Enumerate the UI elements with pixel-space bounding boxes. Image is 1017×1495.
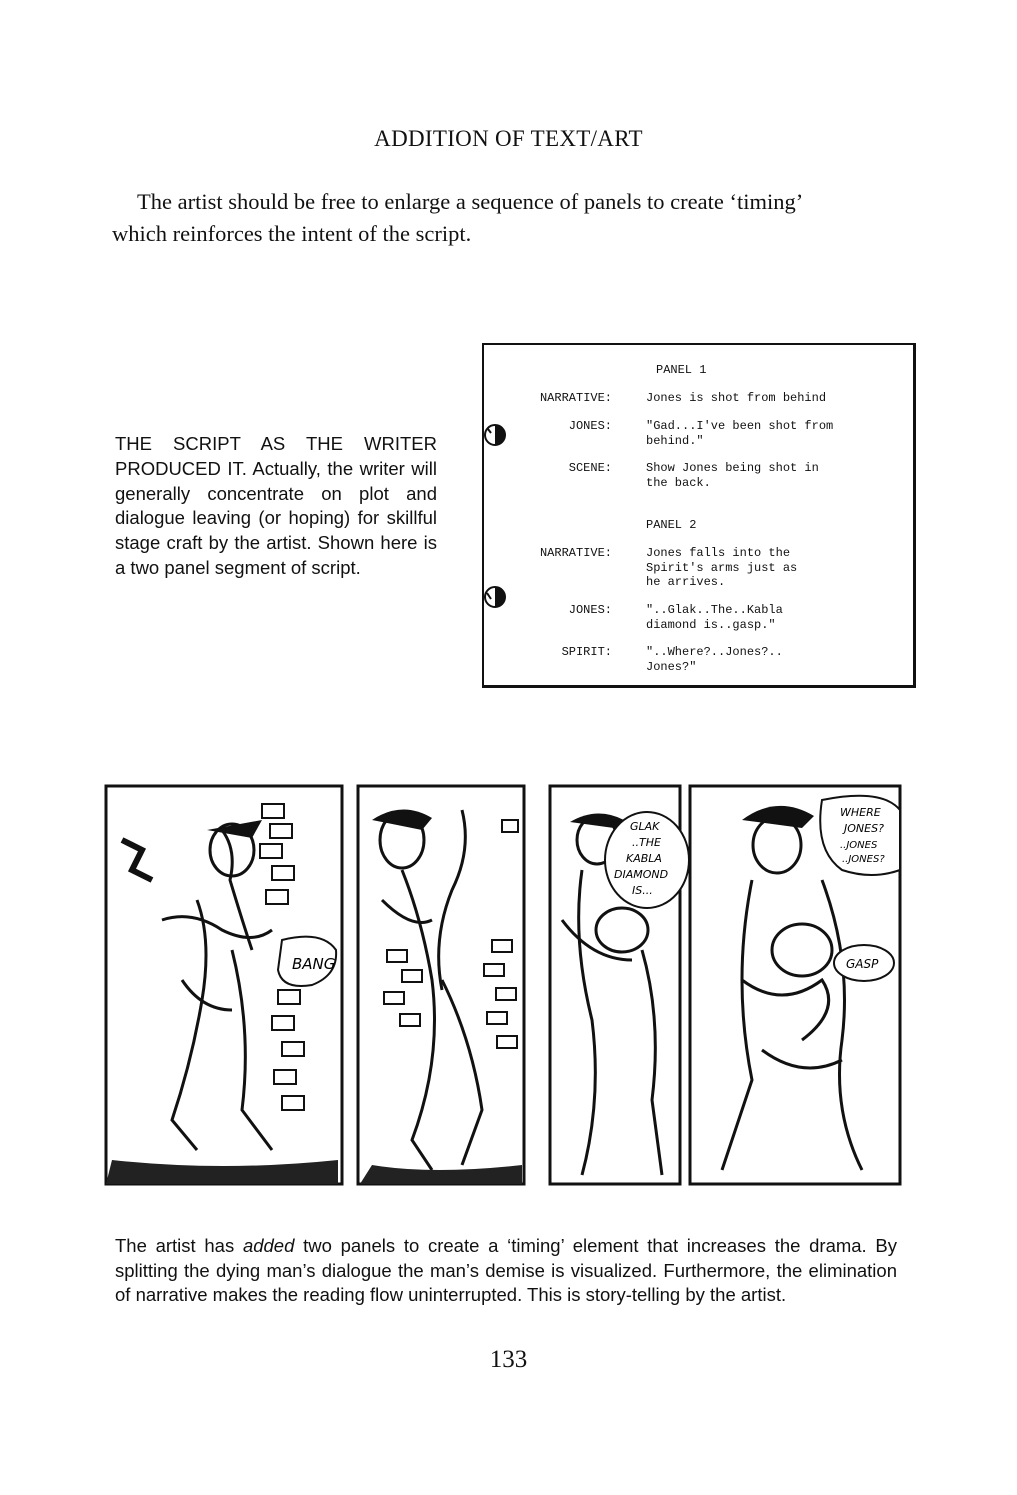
script-text: Jones falls into the Spirit's arms just as he arrives. — [646, 546, 798, 589]
balloon-where-line: ..JONES — [840, 840, 878, 851]
balloon-glak-line: GLAK — [630, 820, 660, 833]
script-text: "..Glak..The..Kabla diamond is..gasp." — [646, 603, 783, 632]
artist-caption — [115, 1234, 897, 1308]
script-text: "..Where?..Jones?.. Jones?" — [646, 645, 783, 674]
balloon-bang: BANG — [292, 955, 336, 973]
sketch-panel-3 — [550, 786, 689, 1184]
script-text: Show Jones being shot in the back. — [646, 461, 819, 490]
balloon-where-line: WHERE — [840, 806, 881, 819]
panel-2-heading: PANEL 2 — [646, 518, 697, 532]
sketch-panel-4 — [690, 786, 900, 1184]
intro-line-2: which reinforces the intent of the script. — [112, 221, 472, 246]
balloon-glak-line: DIAMOND — [614, 868, 669, 881]
script-caption: THE SCRIPT AS THE WRITER PRODUCED IT. Actually, the writer will generally concentrate on plot and dialogue leaving (or hoping) for skillful stage craft by the artist. Shown here is a two panel segment of script. — [115, 433, 437, 578]
balloon-glak-line: KABLA — [626, 852, 662, 865]
balloon-where-line: ..JONES? — [842, 854, 885, 865]
sketch-panel-1 — [106, 786, 342, 1184]
script-text: Jones is shot from behind — [646, 391, 827, 405]
panel-1-heading: PANEL 1 — [656, 363, 707, 377]
intro-paragraph — [112, 186, 902, 250]
script-text: "Gad...I've been shot from behind." — [646, 419, 834, 448]
script-label: NARRATIVE: — [539, 391, 612, 405]
sketch-panel-2 — [358, 786, 524, 1184]
artist-caption-emphasis: added — [242, 1235, 295, 1256]
page-number: 133 — [489, 1346, 528, 1373]
intro-line-1: The artist should be free to enlarge a sequence of panels to create ‘timing’ — [137, 189, 804, 214]
panel-marker-icon — [482, 583, 512, 613]
comic-strip — [102, 780, 902, 1190]
script-box — [482, 343, 916, 688]
page-title: ADDITION OF TEXT/ART — [374, 126, 643, 151]
panel-marker-icon — [482, 421, 512, 451]
artist-caption-rest: two panels to create a ‘timing’ element that increases the drama. By splitting the dying man’s dialogue the man’s demise is visualized. Furthermore, the elimination of narrative makes the reading flow uninterrupted. This is story-telling by the artist. — [115, 1235, 897, 1305]
balloon-where-line: JONES? — [844, 822, 884, 835]
script-label: NARRATIVE: — [539, 546, 612, 560]
artist-caption-start: The artist has — [115, 1235, 243, 1256]
script-label: SPIRIT: — [561, 645, 612, 659]
script-label: JONES: — [568, 419, 612, 433]
script-label: SCENE: — [568, 461, 612, 475]
balloon-gasp: GASP — [846, 957, 879, 971]
script-label: JONES: — [568, 603, 612, 617]
balloon-glak-line: IS... — [632, 884, 653, 897]
balloon-glak-line: ..THE — [632, 836, 661, 849]
